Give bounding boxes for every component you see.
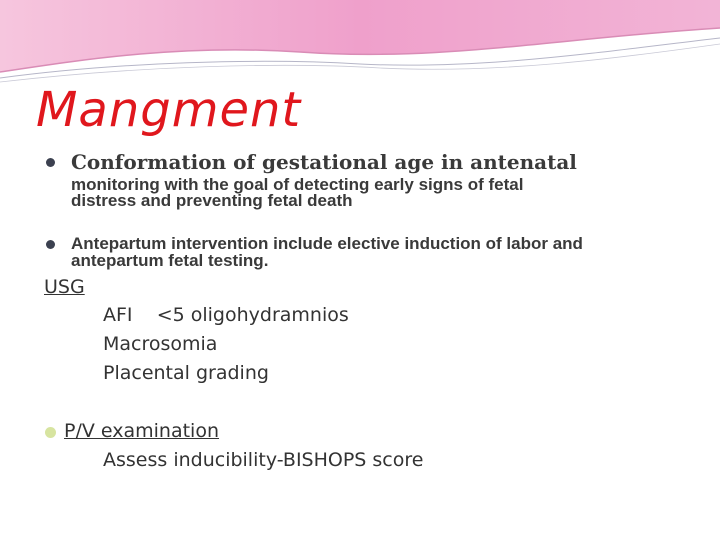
usg-item: AFI <5 oligohydramnios — [103, 304, 349, 326]
usg-heading: USG — [44, 276, 85, 298]
pv-detail: Assess inducibility-BISHOPS score — [103, 449, 424, 471]
bullet1-line2: monitoring with the goal of detecting early signs of fetal — [71, 175, 524, 194]
bullet2-line1: Antepartum intervention include elective induction of labor and — [71, 234, 583, 253]
bullet1-line1: Conformation of gestational age in antenatal — [71, 150, 577, 174]
header-banner — [0, 0, 720, 90]
usg-item: Macrosomia — [103, 333, 218, 355]
bullet2-line2: antepartum fetal testing. — [71, 251, 269, 270]
bullet1-line3: distress and preventing fetal death — [71, 191, 353, 210]
bullet-icon — [46, 158, 55, 167]
usg-item: Placental grading — [103, 362, 269, 384]
bullet-icon — [46, 240, 55, 249]
bullet-icon — [45, 427, 56, 438]
slide-title: Mangment — [36, 82, 302, 138]
pv-heading: P/V examination — [64, 420, 220, 442]
